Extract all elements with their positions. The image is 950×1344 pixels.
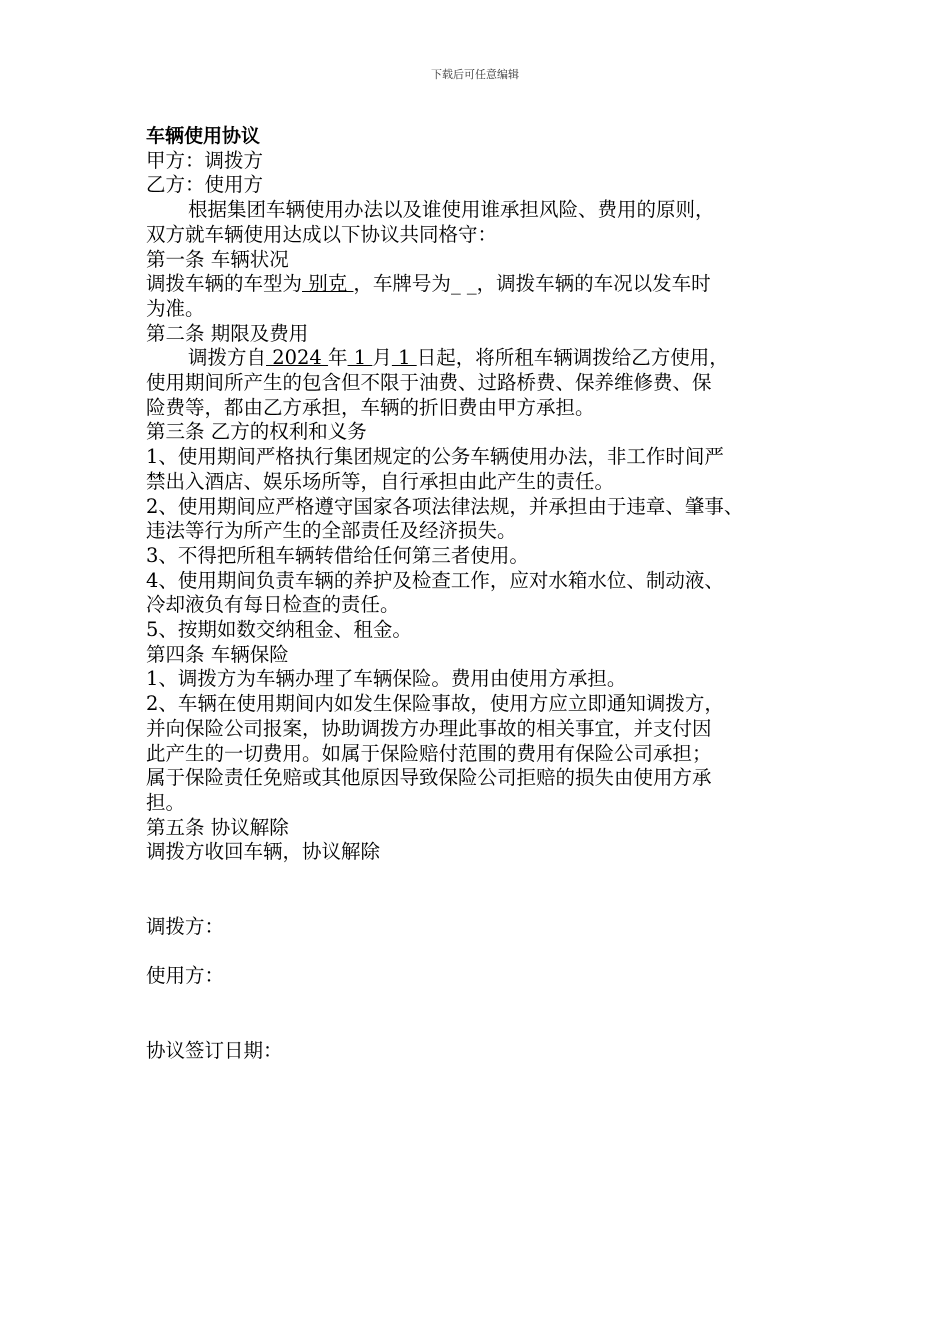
signing-date-label: 协议签订日期： <box>146 1038 283 1062</box>
article-5-heading: 第五条 协议解除 <box>146 815 289 839</box>
start-year-field: 2024 <box>266 346 329 370</box>
header-note: 下载后可任意编辑 <box>431 68 519 81</box>
article-1-line-1 <box>146 272 836 297</box>
article-3-line: 5、按期如数交纳租金、租金。 <box>146 618 412 642</box>
vehicle-model-field: 别克 <box>302 272 354 296</box>
article-1-line-2: 为准。 <box>146 296 205 320</box>
article-3-line: 1、使用期间严格执行集团规定的公务车辆使用办法，非工作时间严 <box>146 445 724 469</box>
article-1-pre: 调拨车辆的车型为 <box>146 272 303 296</box>
article-4-line: 并向保险公司报案，协助调拨方办理此事故的相关事宜，并支付因 <box>146 716 712 740</box>
document-title: 车辆使用协议 <box>146 125 261 147</box>
start-day-field: 1 <box>391 346 417 370</box>
article-2-line-1 <box>146 346 836 371</box>
month-unit: 月 <box>372 346 392 370</box>
article-4-line: 属于保险责任免赔或其他原因导致保险公司拒赔的损失由使用方承 <box>146 766 712 790</box>
article-4-line: 2、车辆在使用期间内如发生保险事故，使用方应立即通知调拨方， <box>146 692 724 716</box>
article-1-heading: 第一条 车辆状况 <box>146 247 289 271</box>
allocator-signature-label: 调拨方： <box>146 915 225 939</box>
article-4-line: 担。 <box>146 790 186 814</box>
article-2-pre: 调拨方自 <box>188 346 267 370</box>
year-unit: 年 <box>328 346 348 370</box>
article-4-heading: 第四条 车辆保险 <box>146 642 289 666</box>
party-b: 乙方：使用方 <box>146 173 264 197</box>
party-a: 甲方：调拨方 <box>146 148 264 172</box>
document-body <box>146 124 836 1063</box>
article-3-line: 违法等行为所产生的全部责任及经济损失。 <box>146 519 517 543</box>
article-4-line: 此产生的一切费用。如属于保险赔付范围的费用有保险公司承担； <box>146 741 712 765</box>
article-3-line: 2、使用期间应严格遵守国家各项法律法规，并承担由于违章、肇事、 <box>146 494 744 518</box>
article-3-line: 禁出入酒店、娱乐场所等，自行承担由此产生的责任。 <box>146 469 615 493</box>
intro-line-1: 根据集团车辆使用办法以及谁使用谁承担风险、费用的原则， <box>188 198 715 222</box>
article-3-heading: 第三条 乙方的权利和义务 <box>146 420 367 444</box>
article-2-heading: 第二条 期限及费用 <box>146 321 309 345</box>
article-2-line-3: 险费等，都由乙方承担，车辆的折旧费由甲方承担。 <box>146 395 595 419</box>
article-5-line-1: 调拨方收回车辆，协议解除 <box>146 840 381 864</box>
article-2-post: 日起，将所租车辆调拨给乙方使用， <box>416 346 729 370</box>
article-3-line: 3、不得把所租车辆转借给任何第三者使用。 <box>146 543 529 567</box>
article-2-line-2: 使用期间所产生的包含但不限于油费、过路桥费、保养维修费、保 <box>146 371 712 395</box>
article-4-line: 1、调拨方为车辆办理了车辆保险。费用由使用方承担。 <box>146 667 627 691</box>
article-3-line: 冷却液负有每日检查的责任。 <box>146 593 400 617</box>
article-3-line: 4、使用期间负责车辆的养护及检查工作，应对水箱水位、制动液、 <box>146 568 724 592</box>
article-1-post: ，调拨车辆的车况以发车时 <box>476 272 711 296</box>
start-month-field: 1 <box>347 346 373 370</box>
article-1-mid: ，车牌号为 <box>353 272 451 296</box>
plate-number-field: _ _ <box>450 272 477 296</box>
user-signature-label: 使用方： <box>146 963 225 987</box>
intro-line-2: 双方就车辆使用达成以下协议共同格守： <box>146 222 498 246</box>
